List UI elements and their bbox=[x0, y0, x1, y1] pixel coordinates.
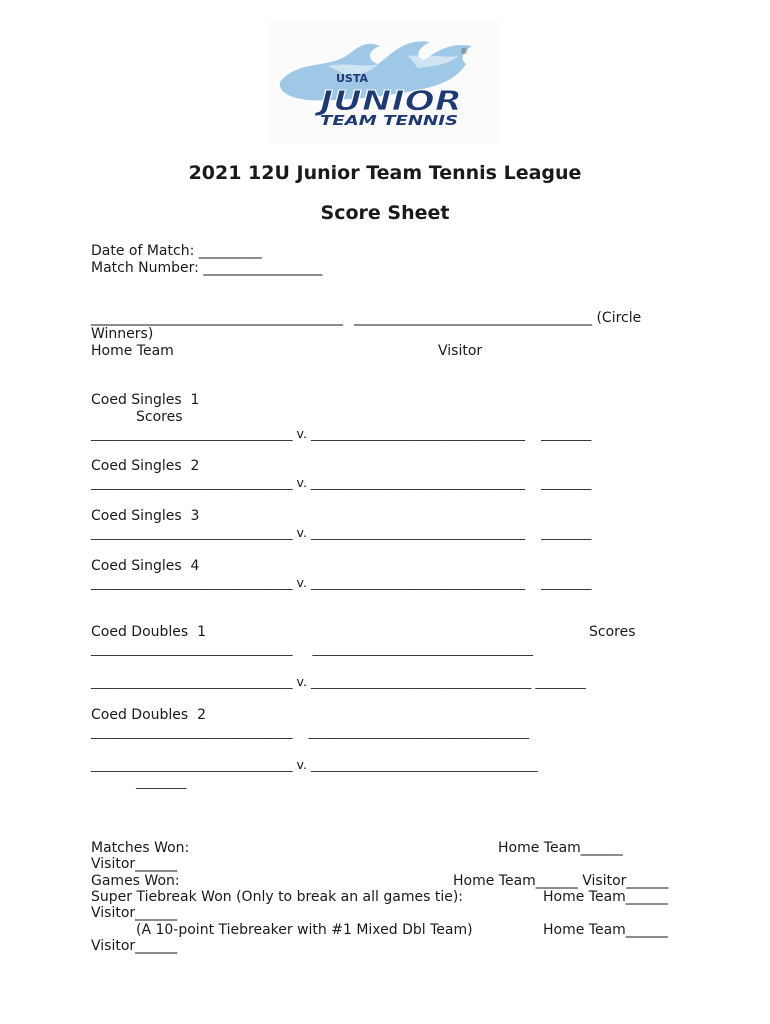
tiebreak-note-visitor[interactable]: Visitor______ bbox=[91, 938, 178, 954]
singles-4-line[interactable]: ________________________________ v. __________________________________ ________ bbox=[91, 575, 592, 590]
singles-2-line[interactable]: ________________________________ v. __________________________________ ________ bbox=[91, 475, 592, 490]
doubles-2-label: Coed Doubles 2 bbox=[91, 707, 207, 723]
visitor-team-line[interactable]: __________________________________ (Circle bbox=[354, 310, 642, 326]
singles-1-line[interactable]: ________________________________ v. __________________________________ ________ bbox=[91, 426, 592, 441]
home-team-line[interactable]: ____________________________________ bbox=[91, 310, 343, 326]
logo-brand-text: USTA bbox=[336, 72, 369, 85]
doubles-1-line-2[interactable]: ________________________________ v. ___________________________________ ________ bbox=[91, 674, 586, 689]
singles-4-label: Coed Singles 4 bbox=[91, 558, 200, 574]
games-won-home-visitor[interactable]: Home Team______ Visitor______ bbox=[453, 873, 669, 889]
doubles-2-line-2[interactable]: ________________________________ v. ____________________________________ bbox=[91, 757, 538, 772]
doubles-2-score[interactable]: ________ bbox=[136, 774, 187, 789]
singles-scores-label: Scores bbox=[136, 409, 183, 425]
tiebreak-note-home[interactable]: Home Team______ bbox=[543, 922, 668, 938]
logo-registered-mark: ® bbox=[460, 47, 468, 56]
singles-3-line[interactable]: ________________________________ v. __________________________________ ________ bbox=[91, 525, 592, 540]
matches-won-home[interactable]: Home Team______ bbox=[498, 840, 623, 856]
usta-junior-team-tennis-logo bbox=[268, 20, 500, 142]
doubles-1-label: Coed Doubles 1 bbox=[91, 624, 207, 640]
home-team-label: Home Team bbox=[91, 343, 174, 359]
logo-team-tennis-text: TEAM TENNIS bbox=[320, 114, 458, 129]
visitor-label: Visitor bbox=[438, 343, 483, 359]
doubles-scores-label: Scores bbox=[589, 624, 636, 640]
singles-3-label: Coed Singles 3 bbox=[91, 508, 200, 524]
page-title: 2021 12U Junior Team Tennis League bbox=[188, 162, 582, 184]
super-tiebreak-label: Super Tiebreak Won (Only to break an all games tie): bbox=[91, 889, 463, 905]
circle-winners-text: Winners) bbox=[91, 326, 154, 342]
matches-won-label: Matches Won: bbox=[91, 840, 190, 856]
super-tiebreak-visitor[interactable]: Visitor______ bbox=[91, 905, 178, 921]
doubles-2-line-1[interactable]: ________________________________ ___________________________________ bbox=[91, 724, 529, 739]
doubles-1-line-1[interactable]: ________________________________ ___________________________________ bbox=[91, 641, 533, 656]
singles-1-label: Coed Singles 1 bbox=[91, 392, 200, 408]
logo-junior-text: JUNIOR bbox=[313, 84, 462, 117]
singles-2-label: Coed Singles 2 bbox=[91, 458, 200, 474]
matches-won-visitor[interactable]: Visitor______ bbox=[91, 856, 178, 872]
date-of-match-field[interactable]: Date of Match: _________ bbox=[91, 243, 262, 259]
tiebreak-note: (A 10-point Tiebreaker with #1 Mixed Dbl Team) bbox=[136, 922, 473, 938]
games-won-label: Games Won: bbox=[91, 873, 180, 889]
page-subtitle: Score Sheet bbox=[320, 202, 450, 224]
match-number-field[interactable]: Match Number: _________________ bbox=[91, 260, 323, 276]
super-tiebreak-home[interactable]: Home Team______ bbox=[543, 889, 668, 905]
